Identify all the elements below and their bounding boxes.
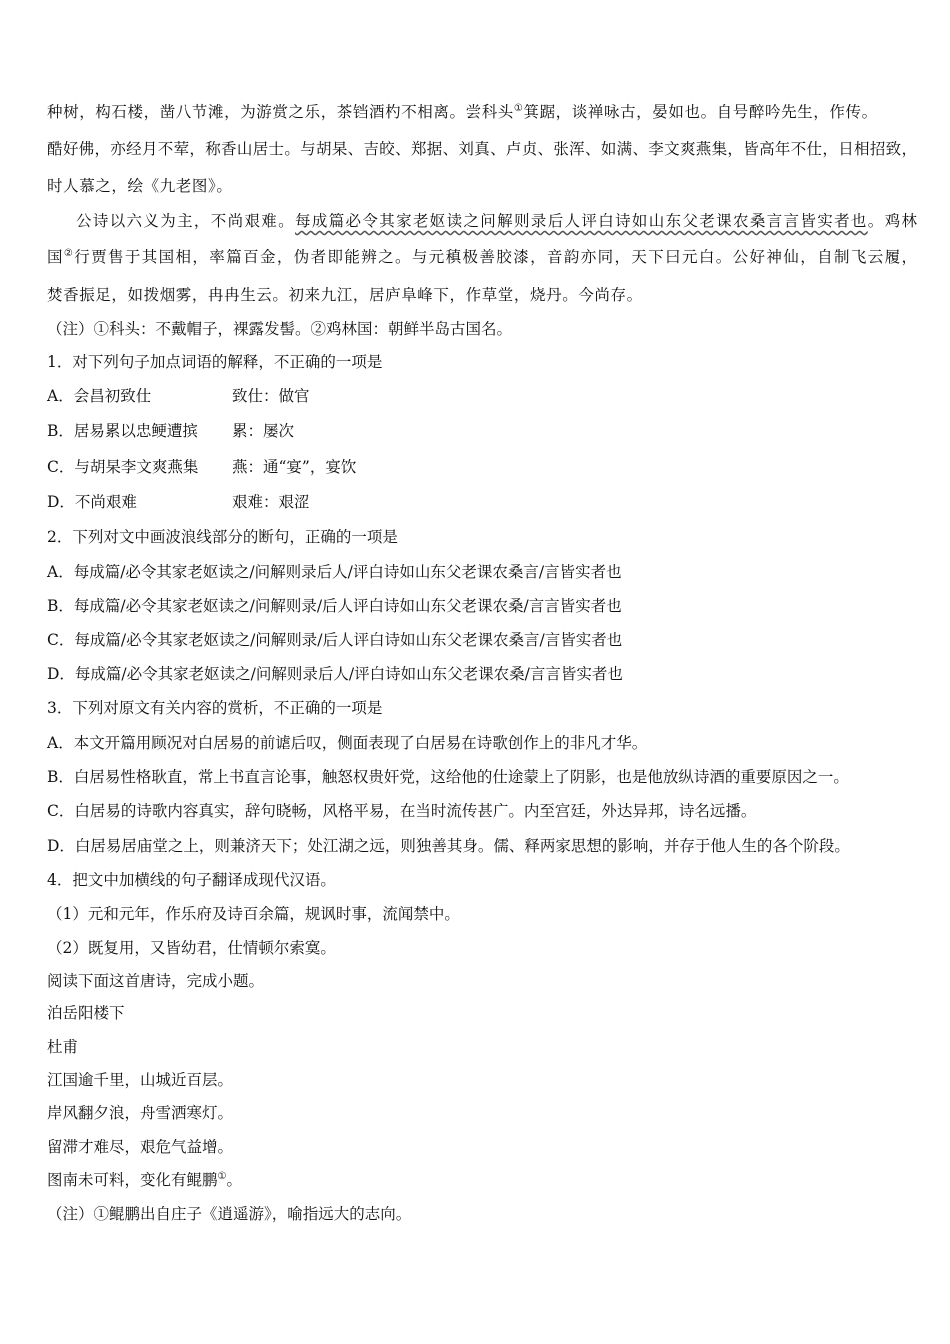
poem-line: 岸风翻夕浪，舟雪洒寒灯。 [47,1104,234,1122]
option-row: C．每成篇/必令其家老妪读之/问解则录/后人评白诗如山东父老课农桑言/言皆实者也 [47,631,623,649]
poem-title: 泊岳阳楼下 [47,1004,125,1022]
poem-note: （注）①鲲鹏出自庄子《逍遥游》，喻指远大的志向。 [47,1205,412,1223]
translation-item: （1）元和元年，作乐府及诗百余篇，规讽时事，流闻禁中。 [47,905,460,923]
passage-text: 。鸡林 [867,212,917,230]
option-row [47,421,917,441]
option-explanation: 燕：通“宴”，宴饮 [232,458,357,476]
poem-text: 图南未可料，变化有鲲鹏 [47,1171,218,1189]
question-stem: 1．对下列句子加点词语的解释，不正确的一项是 [47,353,383,371]
question-stem: 4．把文中加横线的句子翻译成现代汉语。 [47,871,336,889]
passage-line: 酷好佛，亦经月不荤，称香山居士。与胡杲、吉皎、郑据、刘真、卢贞、张浑、如满、李文爽燕集，皆高年不仕，日相招致， [47,140,917,158]
poem-intro: 阅读下面这首唐诗，完成小题。 [47,972,265,990]
poem-text: 。 [226,1171,242,1189]
footnote-marker: ② [63,247,75,259]
passage-text: 公诗以六义为主，不尚艰难。 [76,212,295,230]
option-explanation: 艰难：艰涩 [232,493,310,511]
passage-text: 箕踞，谈禅咏古，晏如也。自号醉吟先生，作传。 [523,103,878,121]
option-row: B．白居易性格耿直，常上书直言论事，触怒权贵奸党，这给他的仕途蒙上了阴影，也是他放纵诗酒的重要原因之一。 [47,768,849,786]
passage-note: （注）①科头：不戴帽子，裸露发髻。②鸡林国：朝鲜半岛古国名。 [47,320,513,338]
passage-text: 国 [47,248,64,266]
option-explanation: 致仕：做官 [232,387,310,405]
poem-author: 杜甫 [47,1038,79,1056]
poem-line: 留滞才难尽，艰危气益增。 [47,1138,234,1156]
passage-text: 种树，构石楼，凿八节滩，为游赏之乐，茶铛酒杓不相离。尝科头 [47,103,514,121]
option-label: D．不尚艰难 [47,493,137,511]
option-row: A．本文开篇用顾况对白居易的前谑后叹，侧面表现了白居易在诗歌创作上的非凡才华。 [47,734,648,752]
option-label: B．居易累以忠鲠遭摈 [47,422,198,440]
option-row: D．白居易居庙堂之上，则兼济天下；处江湖之远，则独善其身。儒、释两家思想的影响，并存于他人生的各个阶段。 [47,837,850,855]
option-row: D．每成篇/必令其家老妪读之/问解则录后人/评白诗如山东父老课农桑/言言皆实者也 [47,665,623,683]
option-row: B．每成篇/必令其家老妪读之/问解则录/后人评白诗如山东父老课农桑/言言皆实者也 [47,597,622,615]
passage-line [47,247,917,267]
wavy-underlined-sentence: 每成篇必令其家老妪读之问解则录后人评白诗如山东父老课农桑言言皆实者也 [295,212,868,230]
option-label: C．与胡杲李文爽燕集 [47,458,199,476]
option-row: C．白居易的诗歌内容真实，辞句晓畅，风格平易，在当时流传甚广。内至宫廷，外达异邦，诗名远播。 [47,802,757,820]
footnote-marker: ① [217,1170,227,1182]
option-row [47,457,917,477]
option-row [47,492,917,512]
question-stem: 2．下列对文中画波浪线部分的断句，正确的一项是 [47,528,398,546]
footnote-marker: ① [513,102,524,114]
translation-item: （2）既复用，又皆幼君，仕情顿尔索寞。 [47,939,336,957]
passage-text: 行贾售于其国相，率篇百金，伪者即能辨之。与元稹极善胶漆，音韵亦同，天下曰元白。公好神仙，自制飞云履， [74,248,917,266]
poem-line [47,1170,917,1190]
passage-line: 时人慕之，绘《九老图》。 [47,177,233,195]
poem-line: 江国逾千里，山城近百层。 [47,1071,234,1089]
passage-line [76,211,917,231]
option-row [47,386,917,406]
option-row: A．每成篇/必令其家老妪读之/问解则录后人/评白诗如山东父老课农桑言/言皆实者也 [47,563,622,581]
passage-line: 焚香振足，如拨烟雾，冉冉生云。初来九江，居庐阜峰下，作草堂，烧丹。今尚存。 [47,286,643,304]
question-stem: 3．下列对原文有关内容的赏析，不正确的一项是 [47,699,383,717]
passage-line [47,102,917,122]
option-explanation: 累：屡次 [232,422,295,440]
option-label: A．会昌初致仕 [47,387,152,405]
